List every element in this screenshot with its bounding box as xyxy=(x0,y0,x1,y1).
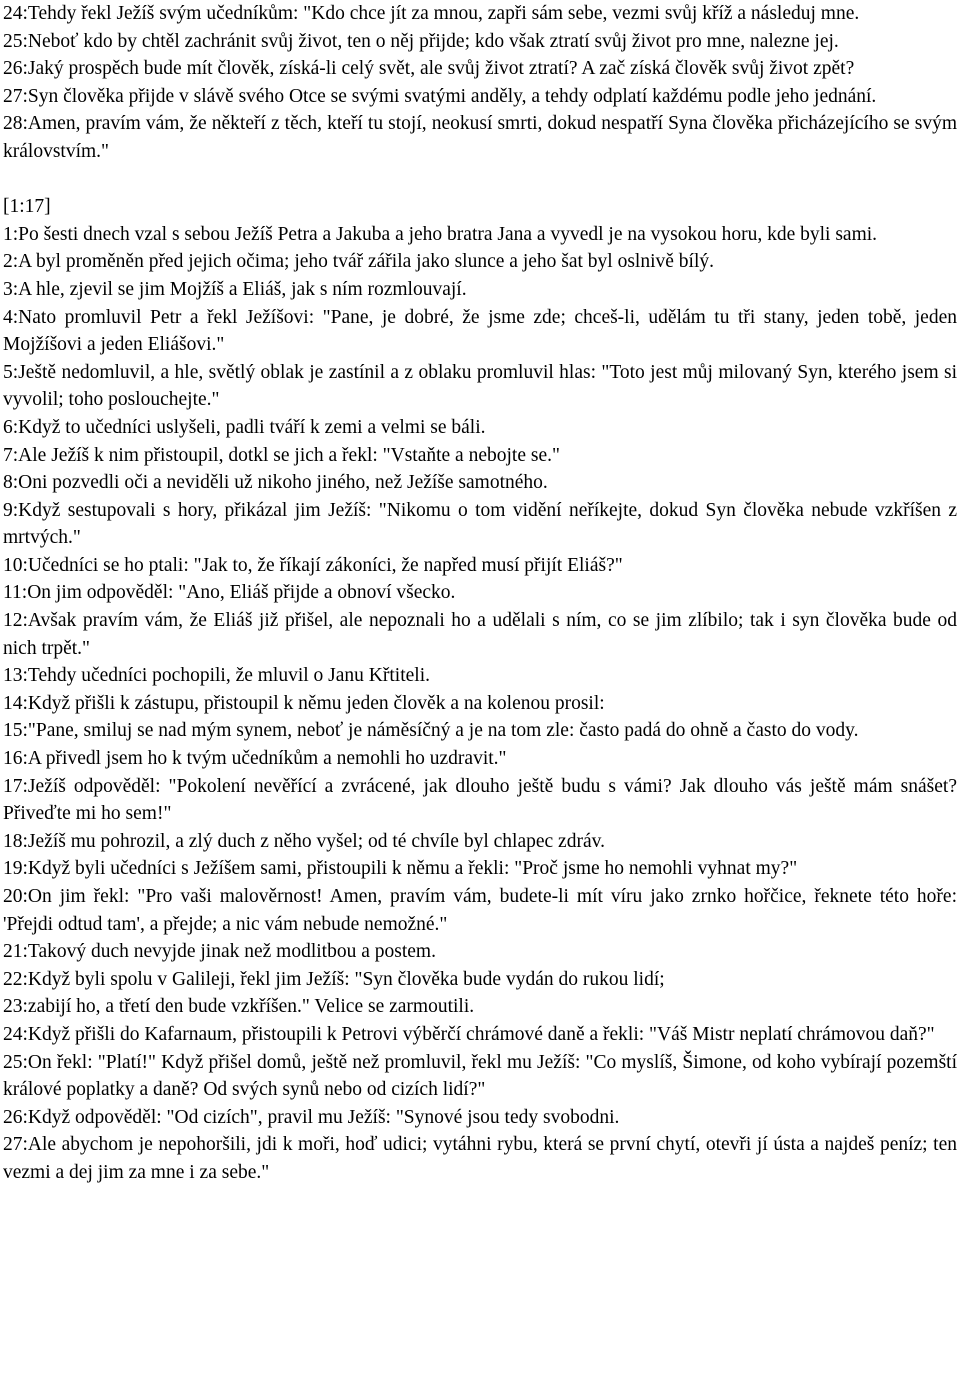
verse-17: 17:Ježíš odpověděl: "Pokolení nevěřící a zvrácené, jak dlouho ještě budu s vámi? Jak dlouho vás ještě mám snášet? Přiveďte mi ho sem!" xyxy=(3,775,957,825)
verse-15: 15:"Pane, smiluj se nad mým synem, neboť je náměsíčný a je na tom zle: často padá do ohně a často do vody. xyxy=(3,720,859,742)
verse-22: 22:Když byli spolu v Galileji, řekl jim Ježíš: "Syn člověka bude vydán do rukou lidí; xyxy=(3,968,665,990)
verse-12: 12:Avšak pravím vám, že Eliáš již přišel, ale nepoznali ho a udělali s ním, co se jim zlíbilo; tak i syn člověka bude od nich trpět." xyxy=(3,610,957,659)
verses-block-2 xyxy=(3,221,957,1187)
blank-line xyxy=(3,166,957,194)
verse-27b: 27:Ale abychom je nepohoršili, jdi k moři, hoď udici; vytáhni rybu, která se první chytí, otevři jí ústa a najdeš peníz; ten vezmi a dej jim za mne i za sebe." xyxy=(3,1134,957,1183)
verse-7: 7:Ale Ježíš k nim přistoupil, dotkl se jich a řekl: "Vstaňte a nebojte se." xyxy=(3,444,560,466)
verse-25: 25:Neboť kdo by chtěl zachránit svůj život, ten o něj přijde; kdo však ztratí svůj život pro mne, nalezne jej. xyxy=(3,30,839,52)
verse-10: 10:Učedníci se ho ptali: "Jak to, že říkají zákoníci, že napřed musí přijít Eliáš?" xyxy=(3,554,623,576)
verse-3: 3:A hle, zjevil se jim Mojžíš a Eliáš, jak s ním rozmlouvají. xyxy=(3,278,467,300)
verse-4: 4:Nato promluvil Petr a řekl Ježíšovi: "Pane, je dobré, že jsme zde; chceš-li, udělám tu tři stany, jeden tobě, jeden Mojžíšovi a jeden Eliášovi." xyxy=(3,306,957,356)
verse-6: 6:Když to učedníci uslyšeli, padli tváří k zemi a velmi se báli. xyxy=(3,416,486,438)
verse-25b: 25:On řekl: "Platí!" Když přišel domů, ještě než promluvil, řekl mu Ježíš: "Co myslíš, Šimone, od koho vybírají pozemští králové poplatky a daně? Od svých synů nebo od cizích lidí?" xyxy=(3,1051,957,1101)
verse-8: 8:Oni pozvedli oči a neviděli už nikoho jiného, než Ježíše samotného. xyxy=(3,472,548,494)
verse-28: 28:Amen, pravím vám, že někteří z těch, kteří tu stojí, neokusí smrti, dokud nespatří Syna člověka přicházejícího se svým královstvím." xyxy=(3,113,957,162)
verse-19: 19:Když byli učedníci s Ježíšem sami, přistoupili k němu a řekli: "Proč jsme ho nemohli vyhnat my?" xyxy=(3,858,798,880)
verse-14: 14:Když přišli k zástupu, přistoupil k němu jeden člověk a na kolenou prosil: xyxy=(3,692,605,714)
verse-23: 23:zabijí ho, a třetí den bude vzkříšen." Velice se zarmoutili. xyxy=(3,996,475,1018)
verse-9: 9:Když sestupovali s hory, přikázal jim Ježíš: "Nikomu o tom vidění neříkejte, dokud Syn člověka nebude vzkříšen z mrtvých." xyxy=(3,499,957,549)
verses-block-1 xyxy=(3,0,957,166)
verse-2: 2:A byl proměněn před jejich očima; jeho tvář zářila jako slunce a jeho šat byl oslnivě bílý. xyxy=(3,251,715,273)
verse-18: 18:Ježíš mu pohrozil, a zlý duch z něho vyšel; od té chvíle byl chlapec zdráv. xyxy=(3,830,605,852)
verse-24: 24:Tehdy řekl Ježíš svým učedníkům: "Kdo chce jít za mnou, zapři sám sebe, vezmi svůj kříž a následuj mne. xyxy=(3,3,860,24)
verse-11: 11:On jim odpověděl: "Ano, Eliáš přijde a obnoví všecko. xyxy=(3,582,456,604)
verse-24b: 24:Když přišli do Kafarnaum, přistoupili k Petrovi výběrčí chrámové daně a řekli: "Váš Mistr neplatí chrámovou daň?" xyxy=(3,1023,935,1045)
verse-21: 21:Takový duch nevyjde jinak než modlitbou a postem. xyxy=(3,941,436,963)
verse-26: 26:Jaký prospěch bude mít člověk, získá-li celý svět, ale svůj život ztratí? A zač získá člověk svůj život zpět? xyxy=(3,58,855,80)
verse-1: 1:Po šesti dnech vzal s sebou Ježíš Petra a Jakuba a jeho bratra Jana a vyvedl je na vysokou horu, kde byli sami. xyxy=(3,223,878,245)
verse-16: 16:A přivedl jsem ho k tvým učedníkům a nemohli ho uzdravit." xyxy=(3,748,507,770)
verse-26b: 26:Když odpověděl: "Od cizích", pravil mu Ježíš: "Synové jsou tedy svobodni. xyxy=(3,1106,620,1128)
chapter-reference: [1:17] xyxy=(3,196,51,218)
verse-27: 27:Syn člověka přijde v slávě svého Otce se svými svatými anděly, a tehdy odplatí každému podle jeho jednání. xyxy=(3,85,877,107)
verse-13: 13:Tehdy učedníci pochopili, že mluvil o Janu Křtiteli. xyxy=(3,665,431,687)
verse-5: 5:Ještě nedomluvil, a hle, světlý oblak je zastínil a z oblaku promluvil hlas: "Toto jest můj milovaný Syn, kterého jsem si vyvolil; toho poslouchejte." xyxy=(3,361,957,411)
verse-20: 20:On jim řekl: "Pro vaši malověrnost! Amen, pravím vám, budete-li mít víru jako zrnko hořčice, řeknete této hoře: 'Přejdi odtud tam', a přejde; a nic vám nebude nemožné." xyxy=(3,886,957,935)
